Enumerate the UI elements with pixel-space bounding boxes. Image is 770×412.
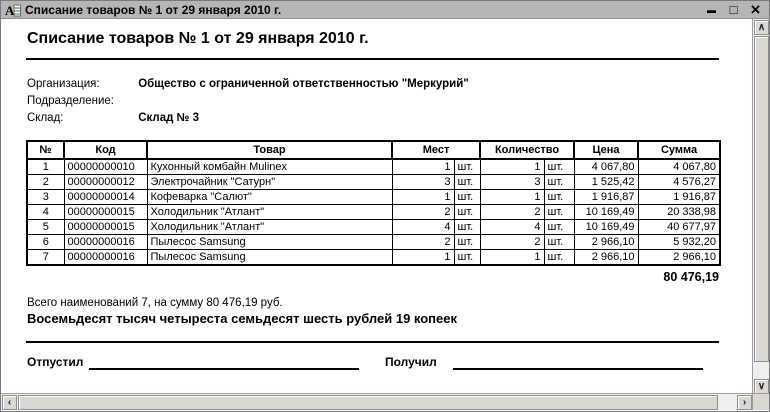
cell-qty-unit: шт. [544, 190, 574, 205]
scroll-up-icon[interactable]: ∧ [754, 20, 769, 35]
cell-places-unit: шт. [454, 205, 480, 220]
cell-places-unit: шт. [454, 235, 480, 250]
window-controls [704, 2, 765, 17]
cell-places-unit: шт. [454, 250, 480, 266]
col-header-quantity: Количество [480, 141, 574, 159]
col-header-price: Цена [574, 141, 638, 159]
grand-total: 80 476,19 [663, 270, 719, 284]
col-header-num: № [27, 141, 64, 159]
cell-qty-unit: шт. [544, 205, 574, 220]
cell-price: 2 966,10 [574, 235, 638, 250]
cell-code: 00000000014 [64, 190, 147, 205]
col-header-item: Товар [147, 141, 392, 159]
cell-places: 1 [392, 190, 454, 205]
cell-places: 1 [392, 250, 454, 266]
cell-num: 6 [27, 235, 64, 250]
table-header-row [27, 141, 720, 159]
cell-sum: 2 966,10 [638, 250, 720, 266]
cell-sum: 4 576,27 [638, 175, 720, 190]
table-row [27, 175, 720, 190]
print-form [1, 19, 753, 394]
cell-item: Пылесос Samsung [147, 250, 392, 266]
cell-code: 00000000016 [64, 235, 147, 250]
scroll-left-icon[interactable]: ‹ [2, 395, 17, 410]
organization-row [27, 78, 469, 95]
minimize-icon[interactable]: ▬ [707, 5, 716, 15]
cell-sum: 4 067,80 [638, 159, 720, 175]
cell-num: 2 [27, 175, 64, 190]
received-by-signature-line [453, 354, 703, 370]
scrollbar-corner [752, 393, 769, 410]
issued-by-label: Отпустил [27, 355, 84, 369]
cell-num: 4 [27, 205, 64, 220]
cell-qty: 3 [480, 175, 544, 190]
cell-places: 2 [392, 235, 454, 250]
col-header-total: Сумма [638, 141, 720, 159]
heading-rule [26, 58, 719, 60]
maximize-icon[interactable]: □ [729, 2, 738, 17]
cell-qty: 4 [480, 220, 544, 235]
cell-item: Электрочайник "Сатурн" [147, 175, 392, 190]
table-row [27, 190, 720, 205]
cell-price: 1 525,42 [574, 175, 638, 190]
cell-sum: 5 932,20 [638, 235, 720, 250]
warehouse-row [27, 112, 199, 129]
warehouse-value: Склад № 3 [138, 112, 200, 124]
cell-places-unit: шт. [454, 175, 480, 190]
cell-places: 1 [392, 159, 454, 175]
cell-num: 3 [27, 190, 64, 205]
cell-price: 10 169,49 [574, 205, 638, 220]
cell-price: 10 169,49 [574, 220, 638, 235]
svg-text:А: А [5, 2, 15, 17]
totals-summary: Всего наименований 7, на сумму 80 476,19 руб. [27, 297, 283, 309]
title-bar[interactable] [1, 1, 769, 19]
cell-places: 3 [392, 175, 454, 190]
cell-num: 1 [27, 159, 64, 175]
cell-qty: 1 [480, 190, 544, 205]
issued-by-signature-line [89, 354, 359, 370]
col-header-places: Мест [392, 141, 480, 159]
scroll-right-icon[interactable]: › [737, 395, 752, 410]
organization-value: Общество с ограниченной ответственностью "Меркурий" [138, 78, 469, 90]
cell-qty-unit: шт. [544, 235, 574, 250]
vertical-scrollbar[interactable] [752, 19, 769, 395]
window-title: Списание товаров № 1 от 29 января 2010 г. [25, 2, 282, 17]
horizontal-scrollbar[interactable] [1, 393, 753, 410]
table-row [27, 220, 720, 235]
cell-qty: 2 [480, 205, 544, 220]
received-by-label: Получил [385, 355, 437, 369]
cell-sum: 20 338,98 [638, 205, 720, 220]
cell-sum: 1 916,87 [638, 190, 720, 205]
table-row [27, 250, 720, 266]
spreadsheet-document-icon [5, 3, 21, 17]
cell-qty-unit: шт. [544, 250, 574, 266]
table-row [27, 235, 720, 250]
cell-item: Холодильник "Атлант" [147, 220, 392, 235]
items-table [26, 140, 721, 266]
cell-item: Холодильник "Атлант" [147, 205, 392, 220]
cell-places: 2 [392, 205, 454, 220]
col-header-code: Код [64, 141, 147, 159]
organization-label: Организация: [27, 78, 100, 90]
amount-in-words: Восемьдесят тысяч четыреста семьдесят шесть рублей 19 копеек [27, 311, 458, 326]
cell-code: 00000000015 [64, 220, 147, 235]
cell-code: 00000000012 [64, 175, 147, 190]
warehouse-label: Склад: [27, 112, 64, 124]
cell-qty-unit: шт. [544, 175, 574, 190]
items-table-wrap [26, 140, 721, 266]
vertical-scroll-thumb[interactable] [754, 36, 769, 362]
cell-places-unit: шт. [454, 190, 480, 205]
cell-code: 00000000015 [64, 205, 147, 220]
cell-item: Кофеварка "Салют" [147, 190, 392, 205]
cell-num: 5 [27, 220, 64, 235]
cell-price: 2 966,10 [574, 250, 638, 266]
cell-qty: 2 [480, 235, 544, 250]
cell-item: Пылесос Samsung [147, 235, 392, 250]
cell-price: 1 916,87 [574, 190, 638, 205]
table-row [27, 159, 720, 175]
cell-sum: 40 677,97 [638, 220, 720, 235]
cell-num: 7 [27, 250, 64, 266]
cell-places-unit: шт. [454, 159, 480, 175]
cell-qty-unit: шт. [544, 159, 574, 175]
table-row [27, 205, 720, 220]
department-label: Подразделение: [27, 95, 114, 107]
cell-qty: 1 [480, 159, 544, 175]
scroll-down-icon[interactable]: ∨ [754, 379, 769, 394]
cell-places: 4 [392, 220, 454, 235]
cell-places-unit: шт. [454, 220, 480, 235]
cell-price: 4 067,80 [574, 159, 638, 175]
department-row [27, 95, 135, 112]
close-icon[interactable]: × [750, 0, 761, 19]
form-heading: Списание товаров № 1 от 29 января 2010 г. [27, 30, 369, 47]
cell-code: 00000000010 [64, 159, 147, 175]
cell-qty-unit: шт. [544, 220, 574, 235]
cell-code: 00000000016 [64, 250, 147, 266]
signature-rule [26, 341, 719, 343]
horizontal-scroll-thumb[interactable] [18, 395, 718, 410]
items-tbody [27, 159, 720, 265]
cell-qty: 1 [480, 250, 544, 266]
cell-item: Кухонный комбайн Mulinex [147, 159, 392, 175]
